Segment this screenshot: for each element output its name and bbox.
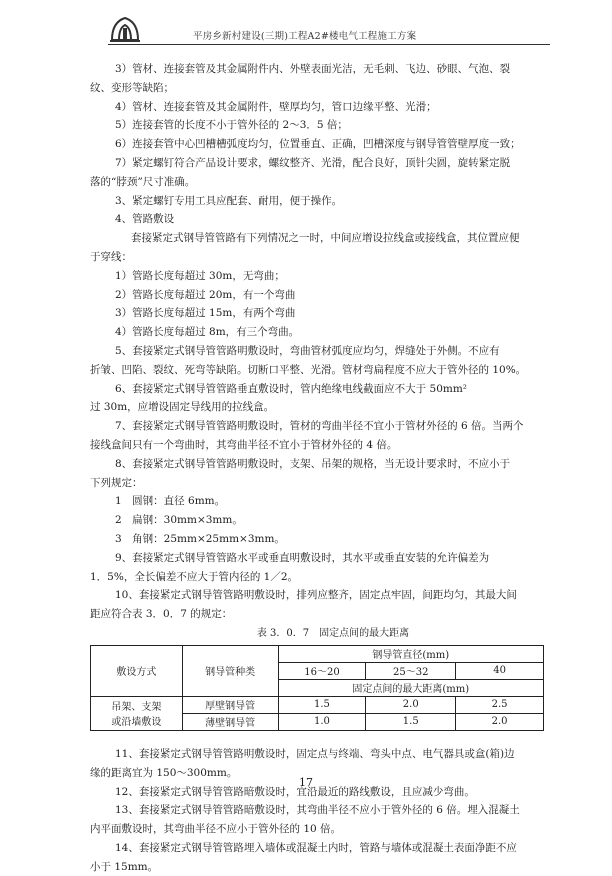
list-item: 4）管路长度每超过 8m，有三个弯曲。 (115, 326, 300, 339)
paragraph-line: 7、套接紧定式钢导管管路明敷设时，管材的弯曲半径不宜小于管材外径的 6 倍。当两个 (115, 420, 524, 433)
header-divider (108, 44, 550, 45)
header-title: 平房乡新村建设(三期)工程A2#楼电气工程施工方案 (193, 31, 417, 42)
row-install-label-line: 吊架、支架 (111, 702, 162, 714)
size-cell: 25～32 (366, 662, 456, 679)
header-outer-diameter: 钢导管直径(mm) (278, 645, 543, 662)
header-spacing: 固定点间的最大距离(mm) (278, 679, 543, 696)
section-heading: 4、管路敷设 (115, 213, 175, 226)
list-item: 1 圆钢：直径 6mm。 (115, 495, 226, 508)
table-caption: 表 3．0．7 固定点间的最大距离 (256, 627, 410, 639)
paragraph-line: 过 30m，应增设固定导线用的拉线盒。 (90, 401, 275, 414)
spacing-table (90, 645, 544, 731)
company-logo-icon (108, 14, 142, 44)
paragraph-line: 1．5%，全长偏差不应大于管内径的 1／2。 (90, 570, 299, 583)
page-number: 17 (299, 776, 313, 789)
paragraph-line: 于穿线： (90, 250, 132, 263)
paragraph-line: 11、套接紧定式钢导管管路明敷设时，固定点与终端、弯头中点、电气器具或盒(箱)边 (115, 747, 515, 760)
value-cell: 1.5 (366, 713, 456, 730)
list-item: 3 角钢：25mm×25mm×3mm。 (115, 532, 285, 545)
paragraph-line: 7）紧定螺钉符合产品设计要求，螺纹整齐、光滑，配合良好，顶针尖圆，旋转紧定脱 (115, 156, 511, 169)
paragraph-line: 落的“脖颈”尺寸准确。 (90, 175, 196, 188)
paragraph-line: 3）管材、连接套管及其金属附件内、外壁表面光洁，无毛刺、飞边、砂眼、气泡、裂 (115, 63, 511, 75)
paragraph-line: 4）管材、连接套管及其金属附件，壁厚均匀，管口边缘平整、光滑； (115, 100, 437, 113)
paragraph-line: 距应符合表 3．0．7 的规定： (90, 608, 233, 621)
paragraph-line: 小于 15mm。 (90, 860, 159, 873)
paragraph-line: 套接紧定式钢导管管路有下列情况之一时，中间应增设拉线盒或接线盒，其位置应便 (131, 232, 520, 245)
paragraph-line: 10、套接紧定式钢导管管路明敷设时，排列应整齐，固定点牢固，间距均匀，其最大间 (115, 589, 517, 602)
row-install-label (91, 696, 183, 730)
paragraph-line: 13、套接紧定式钢导管管路暗敷设时，其弯曲半径不应小于管外径的 6 倍。埋入混凝土 (115, 804, 520, 817)
page-header (108, 14, 548, 44)
paragraph-line: 缘的距离宜为 150～300mm。 (90, 766, 238, 779)
paragraph-line: 5、套接紧定式钢导管管路明敷设时，弯曲管材弧度应均匀，焊缝处于外侧。不应有 (115, 344, 500, 357)
paragraph-line: 6、套接紧定式钢导管管路垂直敷设时，管内绝缘电线截面应不大于 50mm² (115, 382, 467, 395)
paragraph-line: 14、套接紧定式钢导管管路埋入墙体或混凝土内时，管路与墙体或混凝土表面净距不应 (115, 841, 517, 854)
document-body (90, 60, 546, 876)
value-cell: 1.0 (278, 713, 366, 730)
header-install-method: 敷设方式 (91, 645, 183, 696)
paragraph-line: 折皱、凹陷、裂纹、死弯等缺陷。切断口平整、光滑。管材弯扁程度不应大于管外径的 10%。 (90, 363, 527, 376)
value-cell: 1.5 (278, 696, 366, 713)
paragraph-line: 3、紧定螺钉专用工具应配套、耐用，便于操作。 (115, 194, 343, 207)
paragraph-line: 5）连接套管的长度不小于管外径的 2～3．5 倍； (115, 119, 348, 132)
value-cell: 2.0 (456, 713, 544, 730)
paragraph-line: 接线盒间只有一个弯曲时，其弯曲半径不宜小于管材外径的 4 倍。 (90, 438, 398, 451)
paragraph-line: 下列规定： (90, 476, 143, 489)
header-pipe-type: 钢导管种类 (182, 645, 278, 696)
value-cell: 2.0 (366, 696, 456, 713)
list-item: 1）管路长度每超过 30m，无弯曲； (115, 269, 285, 282)
list-item: 3）管路长度每超过 15m，有两个弯曲 (115, 307, 296, 320)
paragraph-line: 12、套接紧定式钢导管管路暗敷设时，宜沿最近的路线敷设，且应减少弯曲。 (115, 785, 475, 798)
paragraph-line: 9、套接紧定式钢导管管路水平或垂直明敷设时，其水平或垂直安装的允许偏差为 (115, 551, 490, 564)
row-install-label-line: 或沿墙敷设 (111, 717, 162, 729)
paragraph-line: 内平面敷设时，其弯曲半径不应小于管外径的 10 倍。 (90, 823, 342, 836)
paragraph-line: 6）连接套管中心凹槽槽弧度均匀，位置垂直、正确，凹槽深度与钢导管管壁厚度一致； (115, 138, 521, 151)
value-cell: 2.5 (456, 696, 544, 713)
paragraph-line: 纹、变形等缺陷； (90, 81, 174, 94)
size-cell: 40 (456, 662, 544, 679)
paragraph-line: 8、套接紧定式钢导管管路明敷设时，支架、吊架的规格，当无设计要求时，不应小于 (115, 457, 511, 470)
size-cell: 16～20 (278, 662, 366, 679)
pipe-type-cell: 厚壁钢导管 (182, 696, 278, 713)
pipe-type-cell: 薄壁钢导管 (182, 713, 278, 730)
list-item: 2）管路长度每超过 20m，有一个弯曲 (115, 288, 296, 301)
list-item: 2 扁钢：30mm×3mm。 (115, 514, 243, 527)
